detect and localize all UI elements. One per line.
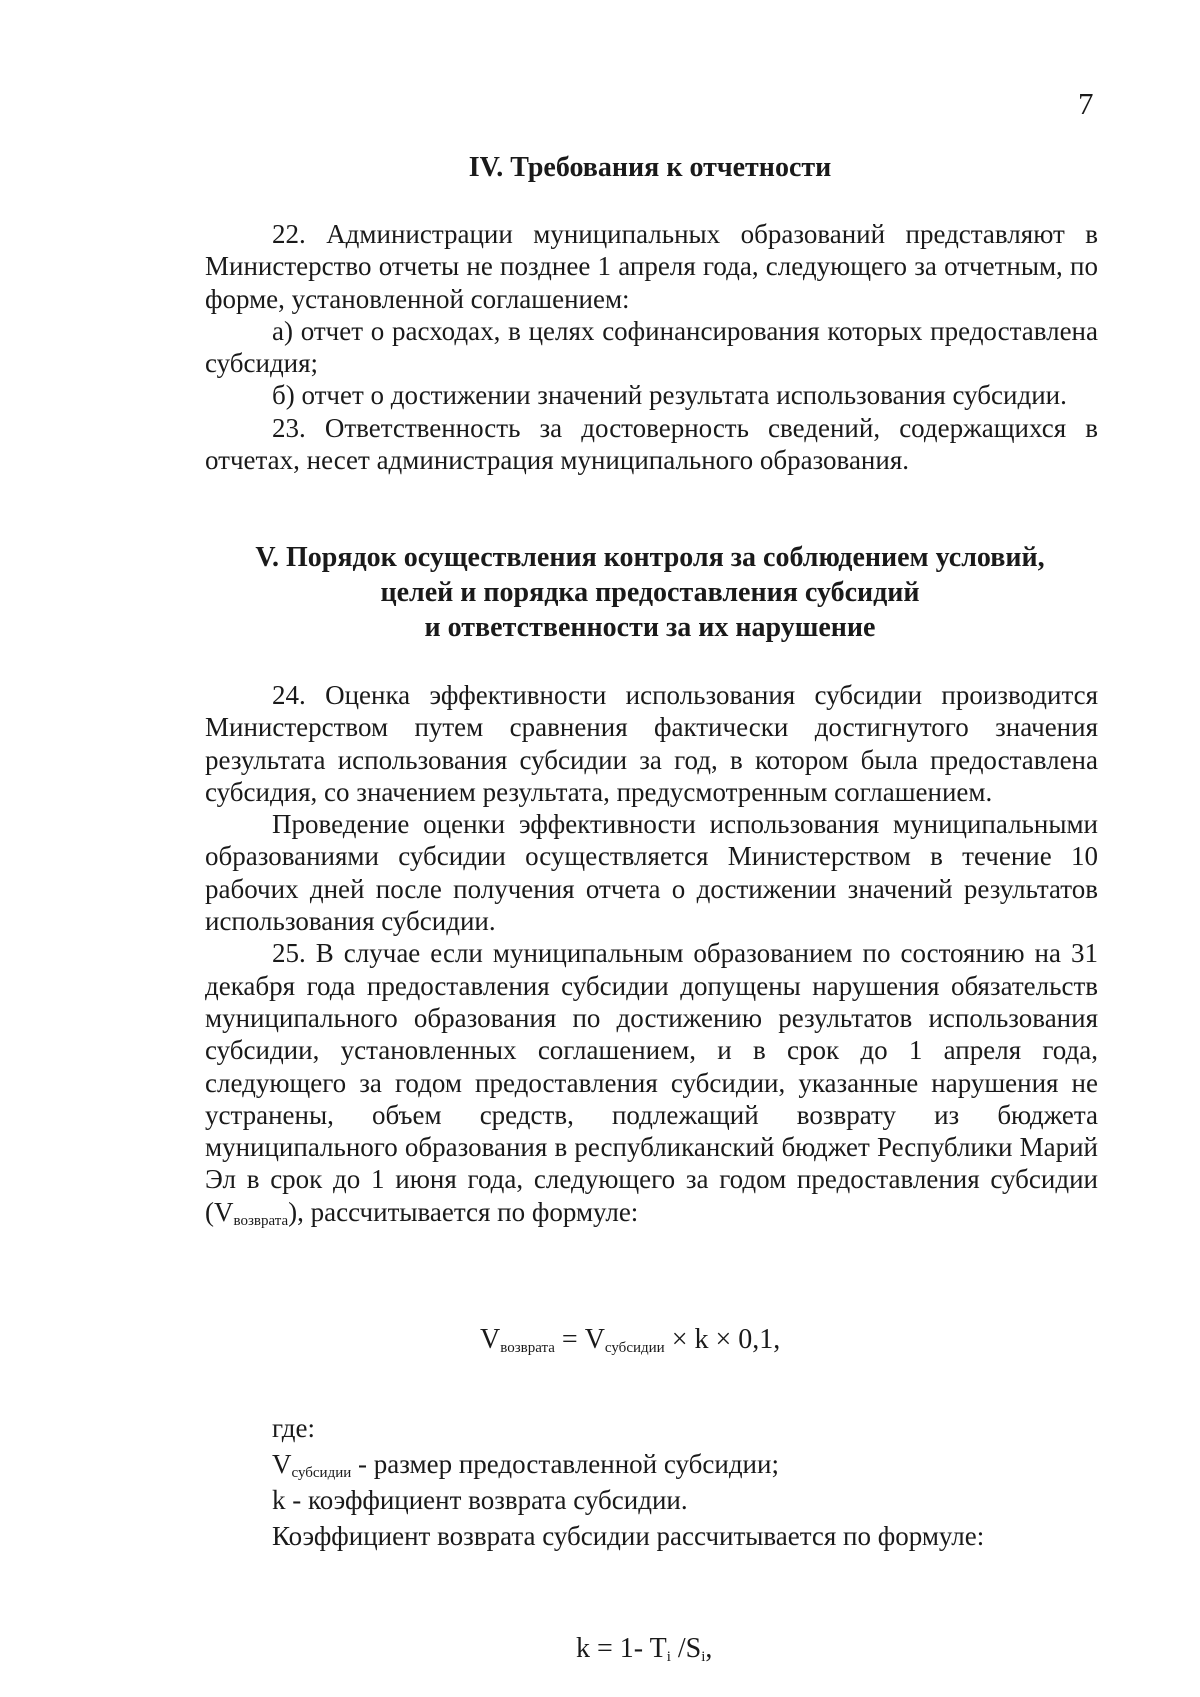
paragraph-24-evaluation: Проведение оценки эффективности использования муниципальными образованиями субсидии осуществляется Министерством в течение 10 рабочих дней после получения отчета о достижении значений результатов использования субсидии. [205,809,1098,937]
section-4-body [205,218,1098,476]
list-item-b: б) отчет о достижении значений результата использования субсидии. [272,380,1067,411]
paragraph-25 [205,937,1098,1228]
coefficient-formula-intro: Коэффициент возврата субсидии рассчитывается по формуле: [272,1521,985,1551]
coefficient-formula [576,1632,712,1666]
coefficient-formula-part: k = 1- T [576,1633,667,1664]
section-4-heading: IV. Требования к отчетности [468,152,832,183]
coefficient-formula-part: , [705,1633,713,1664]
page-number: 7 [1078,86,1094,121]
paragraph-22: 22. Администрации муниципальных образований представляют в Министерство отчеты не позднее 1 апреля года, следующего за отчетным, по форме, установленной соглашением: [205,219,1098,314]
formula-rhs-variable: V [584,1324,605,1355]
coefficient-formula-subscript: i [701,1649,706,1665]
formula-lhs-subscript: возврата [500,1340,555,1356]
paragraph-25-text: 25. В случае если муниципальным образованием по состоянию на 31 декабря года предоставления субсидии допущены нарушения обязательств муниципального образования по достижению результатов использования субсидии, установленных соглашением, и в срок до 1 апреля года, следующего за годом предоставления субсидии, указанные нарушения не устранены, объем средств, подлежащий возврату из бюджета муниципального образования в республиканский бюджет Республики Марий Эл в срок до 1 июня года, следующего за годом предоставления субсидии ( [205,938,1098,1227]
section-5-body [205,679,1098,1228]
formula-definitions [272,1410,984,1554]
coefficient-formula-subscript: i [666,1649,671,1665]
formula-lhs-variable: V [480,1324,501,1355]
section-5-heading-line: целей и порядка предоставления субсидий [380,577,920,608]
where-label: где: [272,1413,315,1443]
return-volume-formula [480,1323,780,1357]
section-5-heading-line: V. Порядок осуществления контроля за соблюдением условий, [255,542,1045,573]
v-return-variable: V [214,1196,234,1227]
v-return-subscript: возврата [233,1212,289,1229]
definition-text: - размер предоставленной субсидии; [351,1449,779,1479]
section-5-heading-line: и ответственности за их нарушение [424,612,876,643]
list-item-a: а) отчет о расходах, в целях софинансирования которых предоставлена субсидия; [205,315,1098,379]
paragraph-25-text-end: ), рассчитывается по формуле: [288,1196,639,1227]
paragraph-23: 23. Ответственность за достоверность сведений, содержащихся в отчетах, несет администрация муниципального образования. [205,412,1098,476]
definition-variable: V [272,1449,292,1479]
definition-k: k - коэффициент возврата субсидии. [272,1485,688,1515]
definition-v-subsidy [272,1446,984,1482]
paragraph-24: 24. Оценка эффективности использования субсидии производится Министерством путем сравнения фактически достигнутого значения результата использования субсидии за год, в котором была предоставлена субсидия, со значением результата, предусмотренным соглашением. [205,680,1098,807]
formula-rhs-rest: × k × 0,1, [664,1324,781,1355]
formula-rhs-subscript: субсидии [604,1340,665,1356]
coefficient-formula-part: /S [670,1633,702,1664]
formula-equals: = [554,1324,585,1355]
definition-subscript: субсидии [291,1465,352,1481]
section-5-heading [200,540,1100,645]
